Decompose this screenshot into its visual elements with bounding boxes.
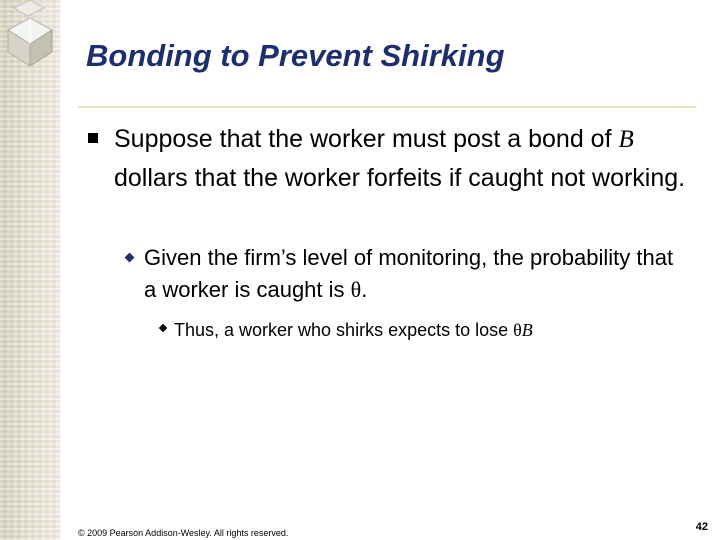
bullet-2-text [144,242,684,306]
diamond-bullet-icon [159,324,167,332]
page-number: 42 [695,521,708,533]
bullet-3-symbol: θ [513,320,522,340]
bullet-1-variable: B [618,126,634,153]
bullet-3-text [174,316,694,344]
diamond-bullet-icon [125,253,135,263]
bullet-2-pre: Given the firm’s level of monitoring, the probability that a worker is caught is [144,245,674,302]
square-bullet-icon [88,133,98,143]
title-divider [78,106,696,108]
bullet-1-pre: Suppose that the worker must post a bond of [114,125,619,153]
bullet-3-pre: Thus, a worker who shirks expects to lose [174,320,514,340]
bullet-2-symbol: θ [350,277,362,302]
bullet-3-variable: B [521,320,533,340]
decorative-left-strip [0,0,60,540]
copyright-footer: © 2009 Pearson Addison-Wesley. All rights reserved. [78,528,289,538]
bullet-2-post: . [361,277,368,302]
bullet-1-text [114,120,699,197]
slide-title: Bonding to Prevent Shirking [86,38,505,73]
bullet-1-post: dollars that the worker forfeits if caught not working. [114,164,686,192]
glass-cube-icon [0,0,62,70]
